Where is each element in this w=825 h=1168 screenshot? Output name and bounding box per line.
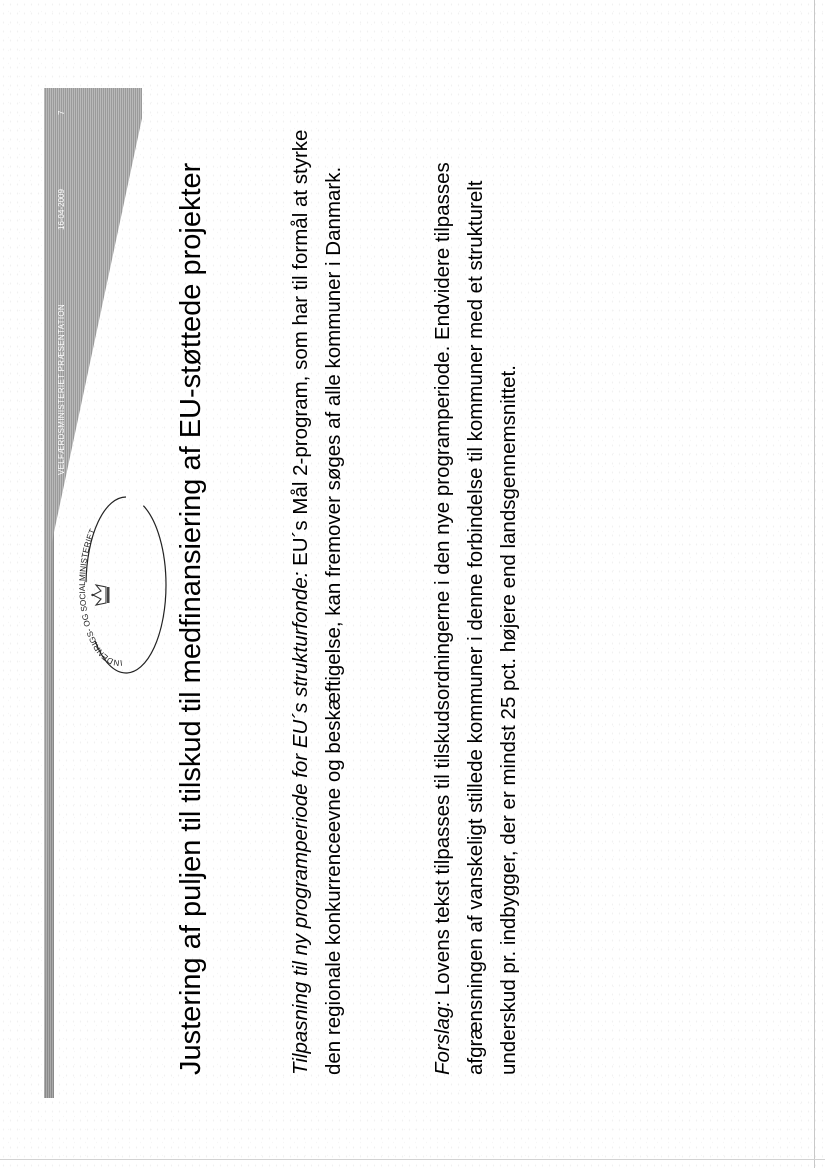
page-edge-right xyxy=(814,0,815,1168)
slide xyxy=(44,90,779,1100)
header-ministry-label: VELFÆRDSMINISTERIET PRÆSENTATION xyxy=(57,304,66,475)
logo-text: INDENRIGS- OG SOCIALMINISTERIET xyxy=(77,527,123,668)
paragraph-proposal-lead: Forslag: xyxy=(431,1000,454,1075)
paragraph-proposal xyxy=(426,125,525,1075)
slide-title: Justering af puljen til tilskud til medfinansiering af EU-støttede projekter xyxy=(175,162,207,1075)
header-date: 16-04-2009 xyxy=(57,189,66,230)
ministry-logo xyxy=(64,490,174,690)
paragraph-proposal-body: Lovens tekst tilpasses til tilskudsordningerne i den nye programperiode. Endvidere tilpasses afgrænsningen af vanskeligt stillede kommuner i denne forbindelse til kommuner med et strukturelt underskud pr. indbygger, der er mindst 25 pct. højere end landsgennemsnittet. xyxy=(431,162,520,1075)
page-edge-bottom xyxy=(0,1159,825,1160)
paragraph-structural-funds-body: EU´s Mål 2-program, som har til formål at styrke den regionale konkurrenceevne og beskæftigelse, kan fremover søges af alle kommuner i Danmark. xyxy=(289,129,345,1075)
header-page-number: 7 xyxy=(57,110,66,115)
paragraph-structural-funds-lead: Tilpasning til ny programperiode for EU´s strukturfonde: xyxy=(289,571,312,1075)
crown-icon xyxy=(91,585,109,605)
paragraph-structural-funds xyxy=(284,125,350,1075)
